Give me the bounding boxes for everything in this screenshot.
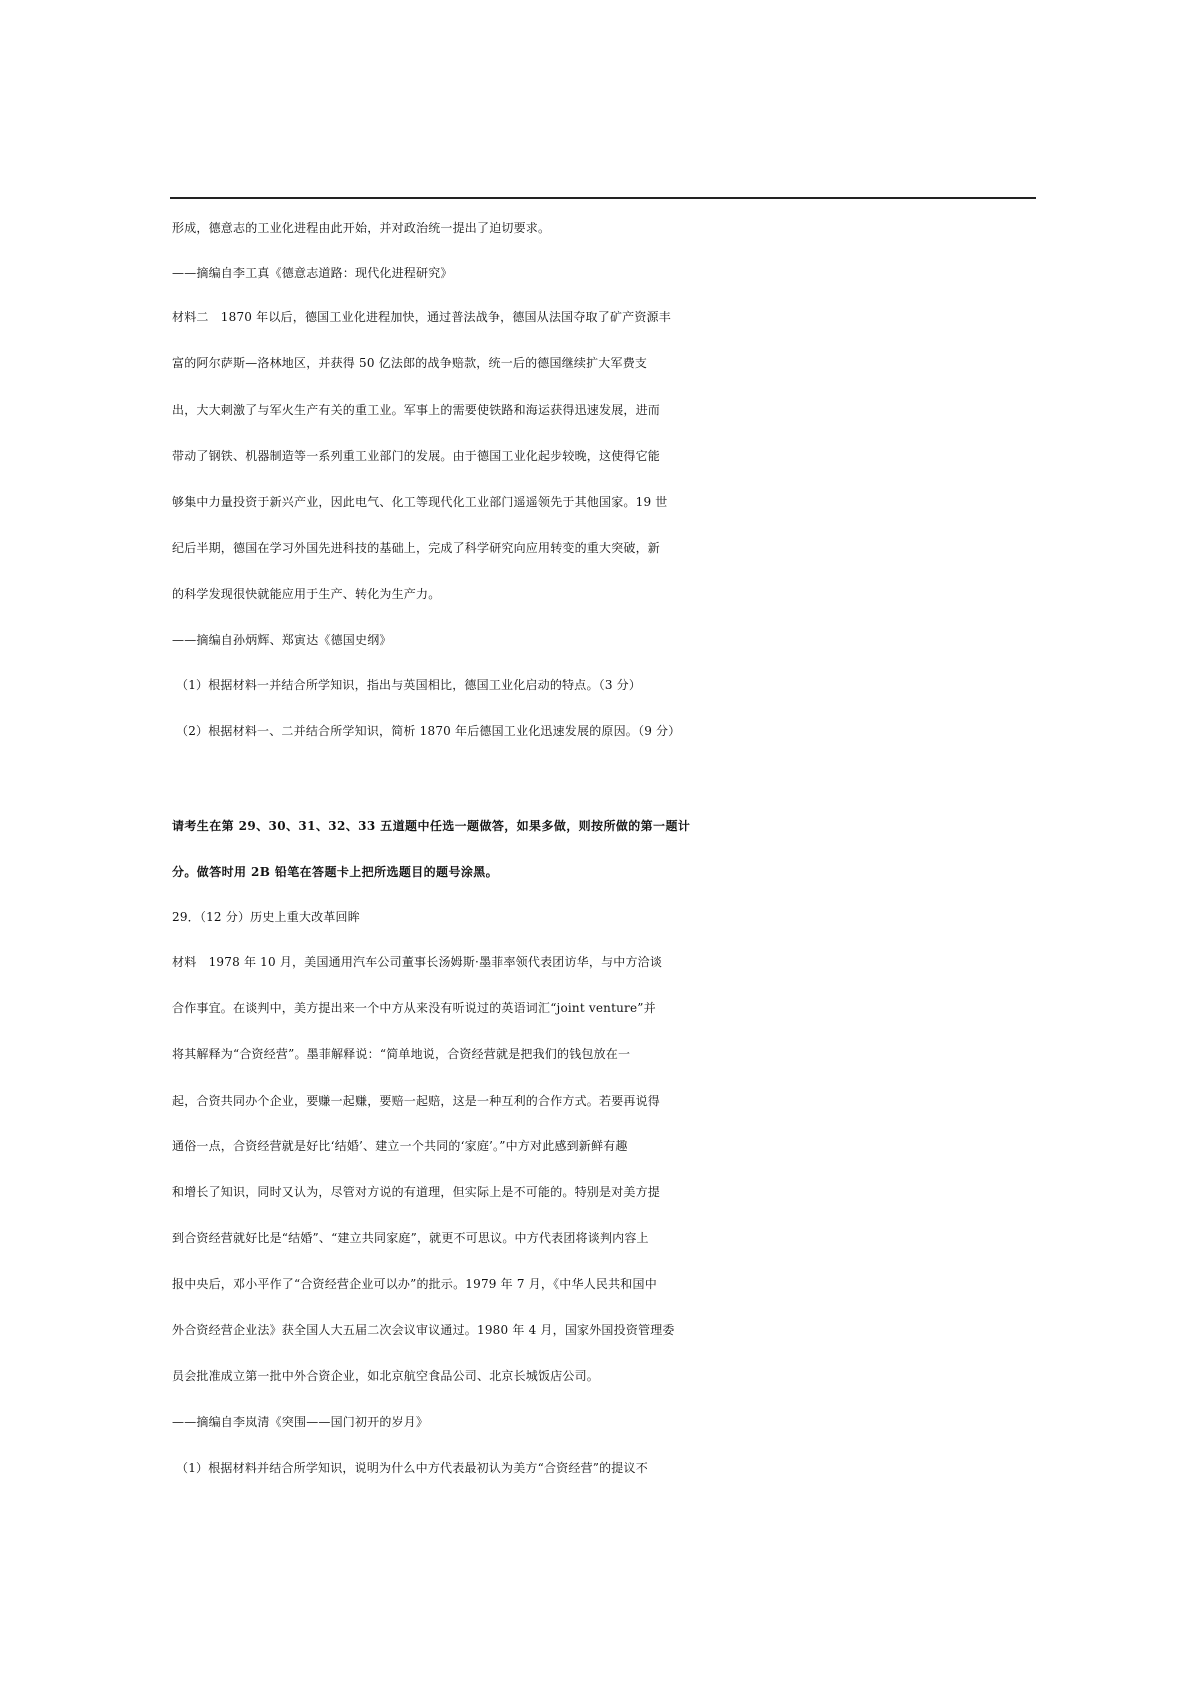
material-text-line: 出，大大刺激了与军火生产有关的重工业。军事上的需要使铁路和海运获得迅速发展，进而 xyxy=(172,403,661,417)
material-text-line: 够集中力量投资于新兴产业，因此电气、化工等现代化工业部门遥遥领先于其他国家。19 世 xyxy=(172,495,668,509)
question-line: （1）根据材料并结合所学知识，说明为什么中方代表最初认为美方“合资经营”的提议不 xyxy=(176,1461,648,1475)
material-text-line: 将其解释为“合资经营”。墨菲解释说：“简单地说，合资经营就是把我们的钱包放在一 xyxy=(172,1047,631,1061)
source-citation: ——摘编自孙炳辉、郑寅达《德国史纲》 xyxy=(172,633,392,647)
material-text-line: 外合资经营企业法》获全国人大五届二次会议审议通过。1980 年 4 月，国家外国投资管理委 xyxy=(172,1323,675,1337)
instruction-line: 分。做答时用 2B 铅笔在答题卡上把所选题目的题号涂黑。 xyxy=(172,865,499,879)
material-text-line: 纪后半期，德国在学习外国先进科技的基础上，完成了科学研究向应用转变的重大突破，新 xyxy=(172,541,661,555)
material-text-line: 报中央后，邓小平作了“合资经营企业可以办”的批示。1979 年 7 月，《中华人民共和国中 xyxy=(172,1277,657,1291)
material-text-line: 材料 1978 年 10 月，美国通用汽车公司董事长汤姆斯·墨菲率领代表团访华，与中方洽谈 xyxy=(172,955,663,969)
header-rule xyxy=(170,197,1036,199)
question-line: （1）根据材料一并结合所学知识，指出与英国相比，德国工业化启动的特点。（3 分） xyxy=(176,678,642,692)
material-text-line: 材料二 1870 年以后，德国工业化进程加快，通过普法战争，德国从法国夺取了矿产资源丰 xyxy=(172,310,671,324)
material-text-line: 富的阿尔萨斯—洛林地区，并获得 50 亿法郎的战争赔款，统一后的德国继续扩大军费支 xyxy=(172,356,648,370)
material-text-line: 和增长了知识，同时又认为，尽管对方说的有道理，但实际上是不可能的。特别是对美方提 xyxy=(172,1185,661,1199)
question-heading: 29．（12 分）历史上重大改革回眸 xyxy=(172,910,360,924)
material-text-line: 带动了钢铁、机器制造等一系列重工业部门的发展。由于德国工业化起步较晚，这使得它能 xyxy=(172,449,661,463)
material-text-line: 通俗一点，合资经营就是好比‘结婚’、建立一个共同的‘家庭’。”中方对此感到新鲜有趣 xyxy=(172,1139,628,1153)
source-citation: ——摘编自李岚清《突围——国门初开的岁月》 xyxy=(172,1415,429,1429)
material-text-line: 的科学发现很快就能应用于生产、转化为生产力。 xyxy=(172,587,441,601)
material-text-line: 到合资经营就好比是“结婚”、“建立共同家庭”，就更不可思议。中方代表团将谈判内容上 xyxy=(172,1231,649,1245)
material-text-line: 合作事宜。在谈判中，美方提出来一个中方从来没有听说过的英语词汇“joint venture”并 xyxy=(172,1001,656,1015)
instruction-line: 请考生在第 29、30、31、32、33 五道题中任选一题做答，如果多做，则按所做的第一题计 xyxy=(172,819,691,833)
material-text-line: 起，合资共同办个企业，要赚一起赚，要赔一起赔，这是一种互利的合作方式。若要再说得 xyxy=(172,1094,661,1108)
source-citation: ——摘编自李工真《德意志道路：现代化进程研究》 xyxy=(172,266,453,280)
text-line: 形成，德意志的工业化进程由此开始，并对政治统一提出了迫切要求。 xyxy=(172,221,551,235)
question-line: （2）根据材料一、二并结合所学知识，简析 1870 年后德国工业化迅速发展的原因。（9 分） xyxy=(176,724,681,738)
material-text-line: 员会批准成立第一批中外合资企业，如北京航空食品公司、北京长城饭店公司。 xyxy=(172,1369,600,1383)
